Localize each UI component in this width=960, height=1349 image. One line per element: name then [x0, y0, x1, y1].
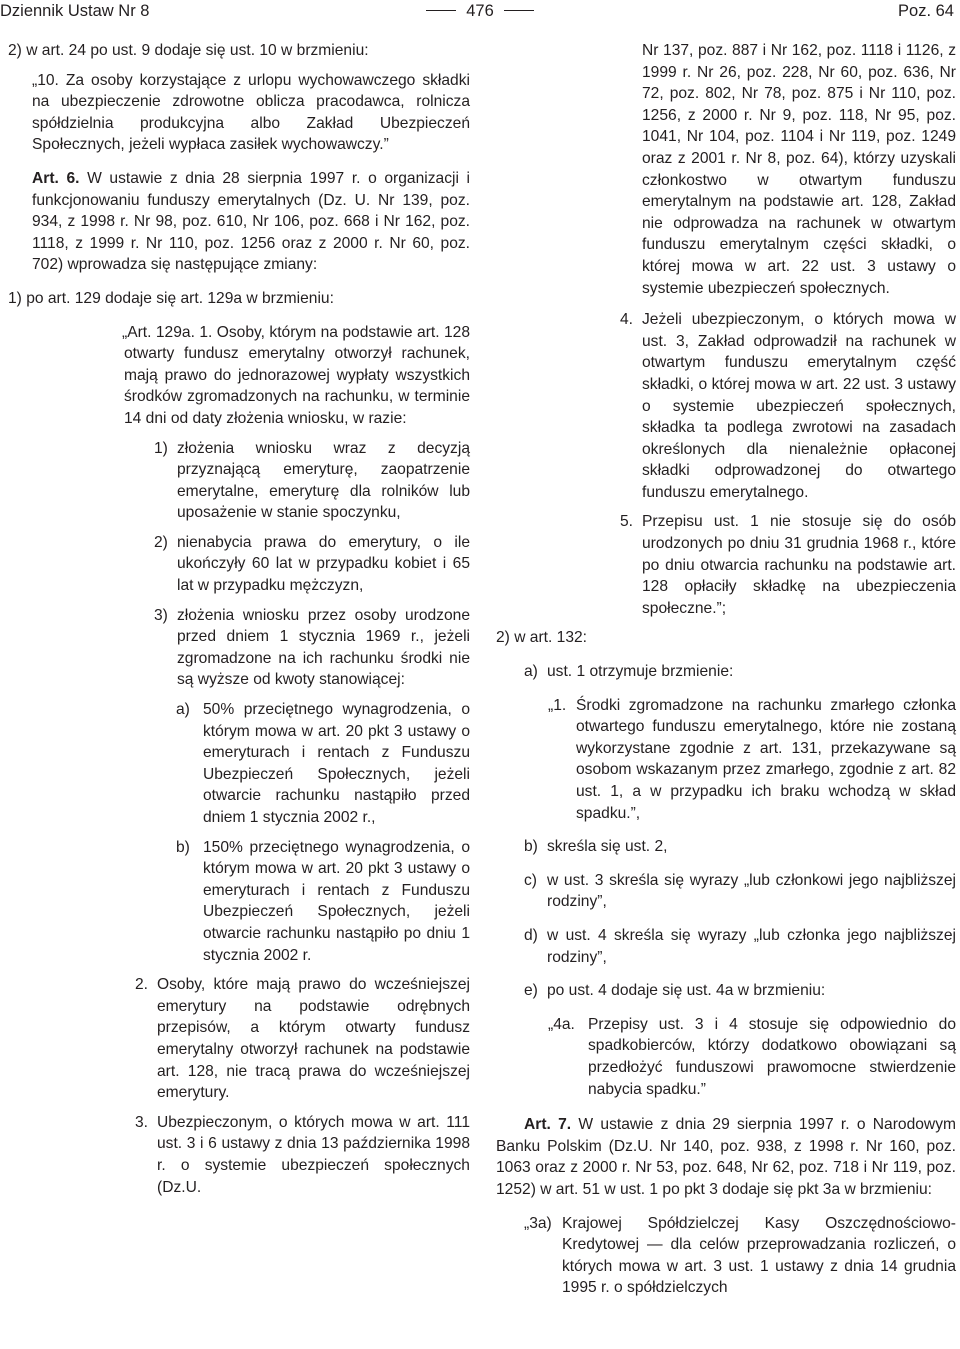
art-132-b-label: b) [524, 838, 538, 856]
art-132-letter-b [524, 836, 956, 858]
letter-a-label: a) [176, 701, 190, 719]
ust-2-text: Osoby, które mają prawo do wcześniejszej emerytury na podstawie odrębnych przepisów, a którym otwarty fundusz emerytalny otworzył rachunek na podstawie art. 128, nie tracą prawa do wcześniejszej emerytury. [157, 976, 470, 1102]
quoted-ust-1-label: „1. [548, 696, 567, 714]
art-132-a-label: a) [524, 663, 538, 681]
quoted-ust-1-text: Środki zgromadzone na rachunku zmarłego członka otwartego funduszu emerytalnego, które nie zostaną wykorzystane zgodnie z art. 131, przekazywane są osobom wskazanym przez zmarłego, zgodnie z art. 82 ust. 1, a w przypadku ich braku wchodzą w skład spadku.”, [576, 696, 956, 822]
item-1-text: złożenia wniosku wraz z decyzją przyznającą emeryturę, zaopatrzenie emerytalne, emeryturę dla rolników lub uposażenie w stanie spoczynku, [177, 439, 470, 522]
item-1-label: 1) [154, 439, 168, 457]
letter-b-text: 150% przeciętnego wynagrodzenia, o którym mowa w art. 20 pkt 3 ustawy o emeryturach i rentach z Funduszu Ubezpieczeń Społecznych, jeżeli otwarcie rachunku nastąpiło po dniu 1 stycznia 2002 r. [203, 838, 470, 964]
position-number: Poz. 64 [898, 2, 954, 20]
art-129a-item-2 [154, 532, 470, 597]
ust-4-text: Jeżeli ubezpieczonym, o których mowa w ust. 3, Zakład odprowadził na rachunek w otwartym funduszu emerytalnym część składki, o której mowa w art. 22 ust. 3 ustawy o systemie ubezpieczeń społecznych, składka ta podlega zwrotowi na zasadach określonych dla nienależnie opłaconej składki odprowadzonej do otwartego funduszu emerytalnego. [642, 311, 956, 501]
art-6-label: Art. 6. [32, 169, 80, 187]
art-132-c-label: c) [524, 871, 537, 889]
art-7-paragraph [496, 1114, 956, 1200]
ust-2-label: 2. [135, 976, 149, 994]
ust-4-label: 4. [620, 311, 634, 329]
page-number: 476 [466, 2, 494, 20]
art-132-a-text: ust. 1 otrzymuje brzmienie: [547, 663, 734, 681]
quoted-ust-4a [548, 1014, 956, 1100]
page-number-wrap [0, 0, 960, 22]
page-header [0, 0, 960, 28]
art-129a-ust-3 [135, 1112, 470, 1198]
left-column [8, 40, 470, 1198]
item-3-label: 3) [154, 606, 168, 624]
item-3-letter-a [176, 699, 470, 829]
art-132-letter-c [524, 870, 956, 913]
ust-3-continuation: Nr 137, poz. 887 i Nr 162, poz. 1118 i 1126, z 1999 r. Nr 26, poz. 228, Nr 60, poz. 636, Nr 72, poz. 802, Nr 78, poz. 875 i Nr 110, poz. 1256, z 2000 r. Nr 9, poz. 118, Nr 95, poz. 1041, Nr 104, poz. 1104 i Nr 119, poz. 1249 oraz z 2001 r. Nr 8, poz. 64), którzy uzyskali członkostwo w otwartym funduszu emerytalnym na podstawie art. 128, Zakład nie odprowadza na rachunek w otwartym funduszu emerytalnym części składki, o której mowa w art. 22 ust. 3 ustawy o systemie ubezpieczeń społecznych. [642, 42, 956, 297]
art-132-e-text: po ust. 4 dodaje się ust. 4a w brzmieniu: [547, 982, 826, 1000]
art-129a-item-1 [154, 438, 470, 524]
art-132-e-label: e) [524, 982, 538, 1000]
art-129a-item-3 [154, 605, 470, 691]
letter-b-label: b) [176, 838, 190, 856]
art-129a-ust-4 [620, 309, 956, 503]
art-129a-ust-2 [135, 974, 470, 1104]
art-132-b-text: skreśla się ust. 2, [547, 838, 668, 856]
quoted-pkt-3a-text: Krajowej Spółdzielczej Kasy Oszczędnościowo-Kredytowej — dla celów przeprowadzania rozliczeń, o których mowa w art. 3 ust. 1 ustawy z dnia 14 grudnia 1995 r. o spółdzielczych [562, 1214, 956, 1297]
art-129a-ust-5 [620, 511, 956, 619]
dash-right [504, 10, 534, 11]
art-6-point-2: 2) w art. 132: [496, 629, 588, 647]
item-3-text: złożenia wniosku przez osoby urodzone przed dniem 1 stycznia 1969 r., jeżeli zgromadzone na ich rachunku środki nie są wyższe od kwoty stanowiącej: [177, 606, 470, 689]
art-129a-intro: „Art. 129a. 1. Osoby, którym na podstawie art. 128 otwarty fundusz emerytalny otworzył rachunek, mają prawo do jednorazowej wypłaty wszystkich środków zgromadzonych na rachunku, w terminie 14 dni od daty złożenia wniosku, w razie: [122, 323, 470, 427]
art-132-d-text: w ust. 4 skreśla się wyrazy „lub członka jego najbliższej rodziny”, [547, 926, 956, 966]
letter-a-text: 50% przeciętnego wynagrodzenia, o którym mowa w art. 20 pkt 3 ustawy o emeryturach i rentach z Funduszu Ubezpieczeń Społecznych, jeżeli otwarcie rachunku nastąpiło przed dniem 1 stycznia 2002 r., [203, 701, 470, 826]
item-3-letter-b [176, 837, 470, 967]
art-7-text: W ustawie z dnia 29 sierpnia 1997 r. o Narodowym Banku Polskim (Dz.U. Nr 140, poz. 938, z 1998 r. Nr 160, poz. 1063 oraz z 2000 r. Nr 53, poz. 648, Nr 62, poz. 718 i Nr 119, poz. 1252) w art. 51 w ust. 1 po pkt 3 dodaje się pkt 3a w brzmieniu: [496, 1116, 956, 1198]
art-6-text: W ustawie z dnia 28 sierpnia 1997 r. o organizacji i funkcjonowaniu funduszy emerytalnych (Dz. U. Nr 139, poz. 934, z 1998 r. Nr 98, poz. 610, Nr 106, poz. 668 i Nr 162, poz. 1118, z 1999 r. Nr 110, poz. 1256 oraz z 2000 r. Nr 60, poz. 702) wprowadza się następujące zmiany: [32, 169, 470, 274]
quoted-pkt-3a [524, 1213, 956, 1299]
quoted-ust-4a-text: Przepisy ust. 3 i 4 stosuje się odpowiednio do spadkobierców, którzy dodatkowo obowiązani są przedłożyć funduszowi prawomocne stwierdzenie nabycia spadku.” [588, 1015, 956, 1098]
right-column [496, 40, 956, 1299]
art-132-letter-e [524, 980, 956, 1002]
ust-3-text: Ubezpieczonym, o których mowa w art. 111 ust. 3 i 6 ustawy z dnia 13 października 1998 r. o systemie ubezpieczeń społecznych (Dz.U. [157, 1113, 470, 1196]
quoted-ust-4a-label: „4a. [548, 1015, 575, 1033]
art-132-letter-a [524, 661, 956, 683]
quoted-pkt-3a-label: „3a) [524, 1214, 552, 1232]
dash-left [426, 10, 456, 11]
art-7-label: Art. 7. [524, 1116, 572, 1134]
art-6-point-1: 1) po art. 129 dodaje się art. 129a w brzmieniu: [8, 289, 334, 307]
ust-5-label: 5. [620, 513, 634, 531]
art-6-paragraph [32, 168, 470, 276]
ust-3-label: 3. [135, 1113, 149, 1131]
ust-5-text: Przepisu ust. 1 nie stosuje się do osób urodzonych po dniu 31 grudnia 1968 r., które po dniu otwarcia rachunku na podstawie art. 128 opłaciły składkę na ubezpieczenia społeczne.”; [642, 513, 956, 617]
art-132-d-label: d) [524, 926, 538, 944]
art-132-c-text: w ust. 3 skreśla się wyrazy „lub członkowi jego najbliższej rodziny”, [547, 871, 956, 911]
art-132-letter-d [524, 925, 956, 968]
item-2-text: nienabycia prawa do emerytury, o ile ukończyły 60 lat w przypadku kobiet i 65 lat w przypadku mężczyzn, [177, 533, 470, 595]
journal-title: Dziennik Ustaw Nr 8 [0, 2, 150, 20]
quoted-ust-10: „10. Za osoby korzystające z urlopu wychowawczego składki na ubezpieczenie zdrowotne oblicza pracodawca, rolnicza spółdzielnia produkcyjna albo Zakład Ubezpieczeń Społecznych, jeżeli wypłaca zasiłek wychowawczy.” [32, 71, 470, 154]
item-2-label: 2) [154, 533, 168, 551]
quoted-ust-1 [548, 695, 956, 825]
amendment-point-2: 2) w art. 24 po ust. 9 dodaje się ust. 10 w brzmieniu: [8, 42, 369, 59]
